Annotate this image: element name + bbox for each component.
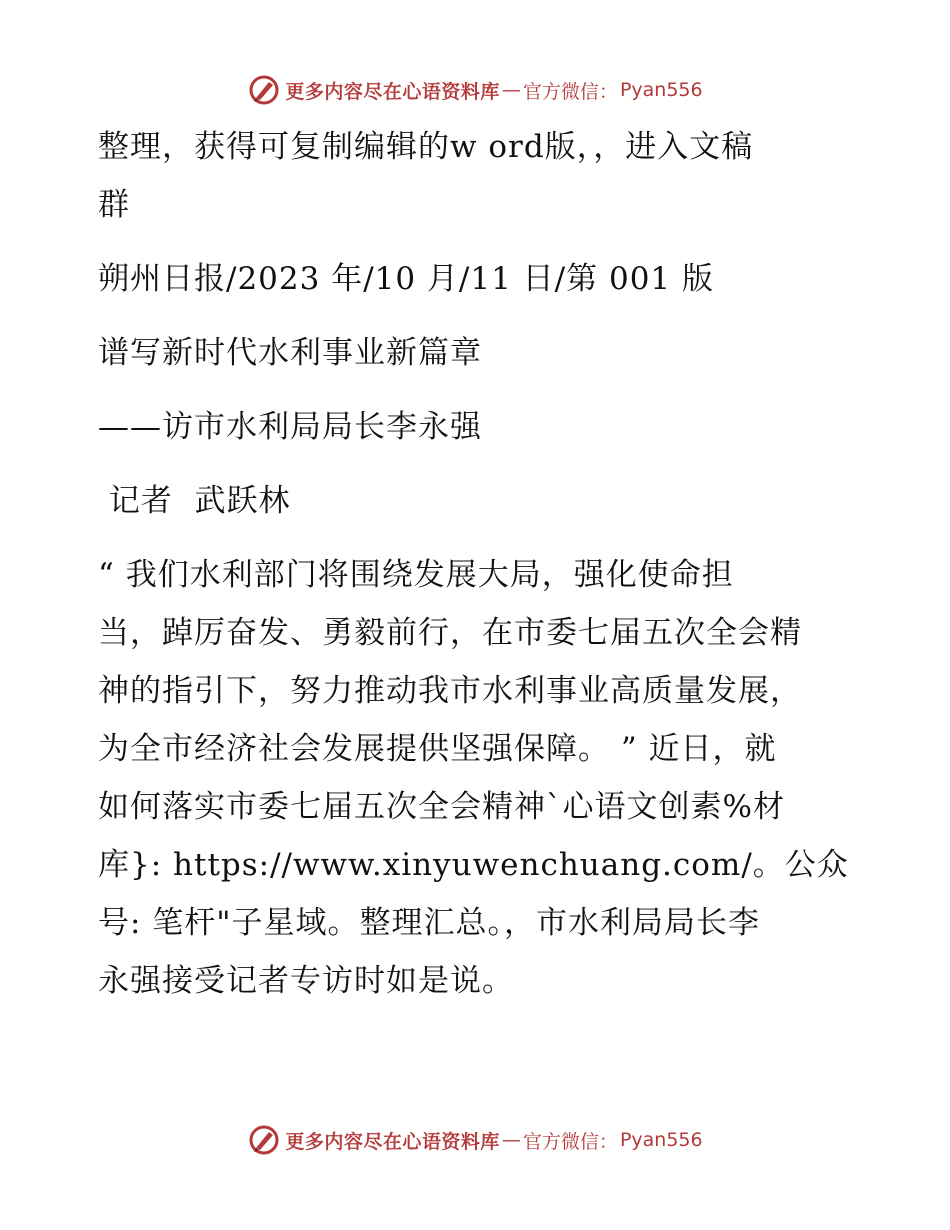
body-line: 当，踔厉奋发、勇毅前行，在市委七届五次全会精 <box>98 615 802 651</box>
intro-line: 整理，获得可复制编辑的w ord版，，进入文稿 <box>98 129 754 165</box>
watermark-wechat-id: Pyan556 <box>619 1129 703 1151</box>
body-paragraph <box>98 546 858 1010</box>
body-line: 为全市经济社会发展提供坚强保障。 ” 近日，就 <box>98 731 777 767</box>
intro-paragraph <box>98 118 858 234</box>
top-watermark <box>0 70 950 110</box>
watermark-brand: 更多内容尽在心语资料库 <box>285 80 500 103</box>
watermark-wechat-label: 官方微信： <box>522 80 618 103</box>
watermark-brand: 更多内容尽在心语资料库 <box>285 1130 500 1153</box>
watermark-separator: — <box>501 1129 521 1151</box>
body-line: 库}: https://www.xinyuwenchuang.com/。公众 <box>98 847 849 883</box>
document-body <box>98 118 858 1010</box>
body-line: 如何落实市委七届五次全会精神`心语文创素%材 <box>98 789 785 825</box>
bottom-watermark <box>0 1120 950 1160</box>
article-title: 谱写新时代水利事业新篇章 <box>98 335 482 371</box>
pen-logo-icon <box>247 1123 281 1157</box>
intro-line: 群 <box>98 187 130 223</box>
article-subtitle: ——访市水利局局长李永强 <box>98 409 482 445</box>
watermark-separator: — <box>501 79 521 101</box>
pen-logo-icon <box>247 73 281 107</box>
body-line: 神的指引下，努力推动我市水利事业高质量发展， <box>98 673 802 709</box>
source-line: 朔州日报/2023 年/10 月/11 日/第 001 版 <box>98 261 715 297</box>
body-line: “ 我们水利部门将围绕发展大局，强化使命担 <box>98 557 734 593</box>
body-line: 号: 笔杆"子星域。整理汇总。，市水利局局长李 <box>98 905 761 941</box>
byline: 记者 武跃林 <box>98 483 291 519</box>
watermark-wechat-id: Pyan556 <box>619 79 703 101</box>
body-line: 永强接受记者专访时如是说。 <box>98 963 514 999</box>
watermark-wechat-label: 官方微信： <box>522 1130 618 1153</box>
